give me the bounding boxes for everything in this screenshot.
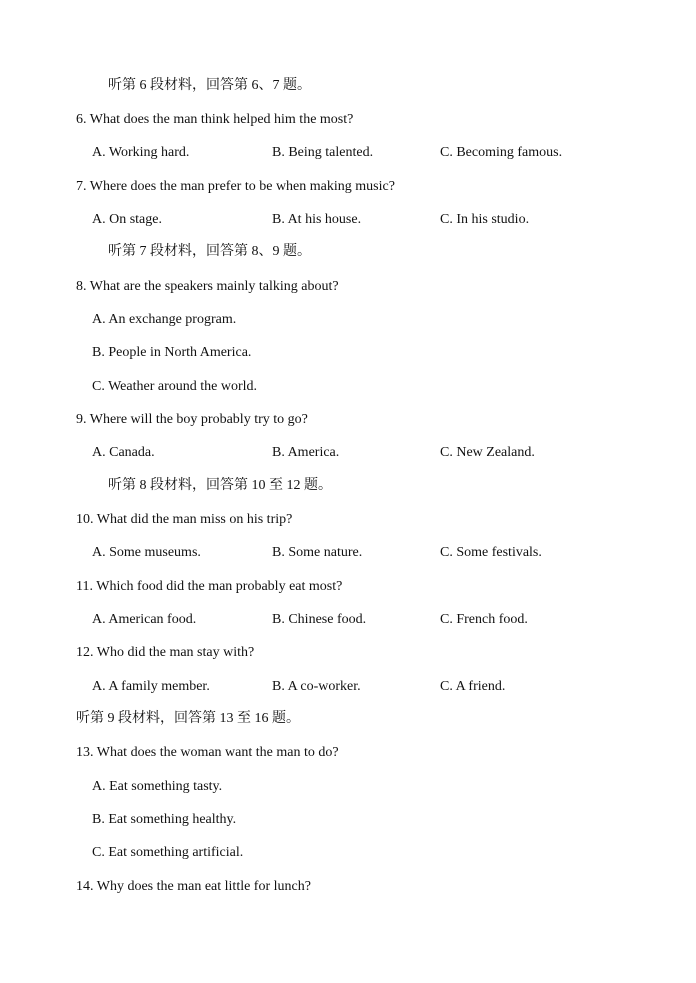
option-11a: A. American food. [92,612,197,627]
option-9b: B. America. [272,445,340,460]
question-10: 10. What did the man miss on his trip? [76,512,293,527]
section-header-7: 听第 7 段材料，回答第 8、9 题。 [108,244,311,259]
option-12c: C. A friend. [440,679,506,694]
question-6: 6. What does the man think helped him the most? [76,112,354,127]
option-6a: A. Working hard. [92,145,190,160]
question-13: 13. What does the woman want the man to do? [76,745,339,760]
option-9c: C. New Zealand. [440,445,535,460]
options-row-11 [92,611,652,629]
option-7a: A. On stage. [92,212,162,227]
option-9a: A. Canada. [92,445,155,460]
option-10c: C. Some festivals. [440,545,542,560]
option-7c: C. In his studio. [440,212,530,227]
question-14: 14. Why does the man eat little for lunch? [76,879,311,894]
option-12a: A. A family member. [92,679,210,694]
question-7: 7. Where does the man prefer to be when making music? [76,179,395,194]
option-12b: B. A co-worker. [272,679,361,694]
option-11c: C. French food. [440,612,528,627]
section-header-6: 听第 6 段材料，回答第 6、7 题。 [108,78,311,93]
section-header-8: 听第 8 段材料，回答第 10 至 12 题。 [108,478,332,493]
option-7b: B. At his house. [272,212,362,227]
option-10b: B. Some nature. [272,545,363,560]
question-8: 8. What are the speakers mainly talking about? [76,279,339,294]
question-12: 12. Who did the man stay with? [76,645,255,660]
question-9: 9. Where will the boy probably try to go? [76,412,308,427]
option-8b: B. People in North America. [92,345,252,360]
option-13b: B. Eat something healthy. [92,812,237,827]
options-row-7 [92,211,652,229]
section-header-9: 听第 9 段材料，回答第 13 至 16 题。 [76,711,300,726]
option-6b: B. Being talented. [272,145,374,160]
option-8c: C. Weather around the world. [92,379,258,394]
options-row-9 [92,444,652,462]
options-row-10 [92,544,652,562]
option-13a: A. Eat something tasty. [92,779,223,794]
options-row-12 [92,678,652,696]
option-13c: C. Eat something artificial. [92,845,244,860]
option-11b: B. Chinese food. [272,612,367,627]
question-11: 11. Which food did the man probably eat most? [76,579,343,594]
option-8a: A. An exchange program. [92,312,237,327]
option-10a: A. Some museums. [92,545,201,560]
option-6c: C. Becoming famous. [440,145,563,160]
options-row-6 [92,144,652,162]
